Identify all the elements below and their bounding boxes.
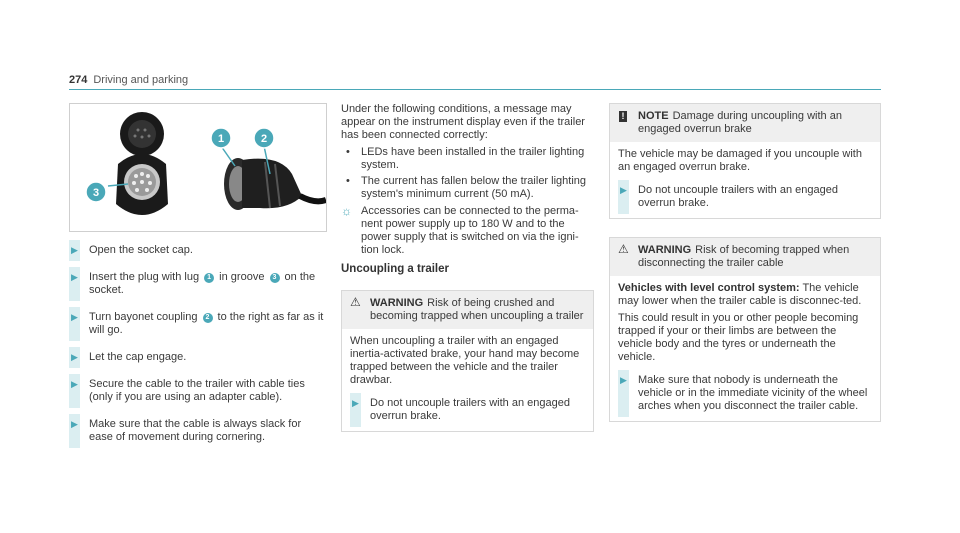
warning-step: ▶ Do not uncouple trailers with an engaged overrun brake. bbox=[350, 397, 585, 423]
step-open-socket-cap: ▶ Open the socket cap. bbox=[69, 244, 327, 257]
warning-label: WARNING bbox=[370, 297, 424, 309]
step-arrow-icon: ▶ bbox=[71, 272, 78, 282]
column-left bbox=[69, 103, 327, 444]
exclamation-icon: ! bbox=[619, 111, 627, 122]
warning-body: When uncoupling a trailer with an engaged inertia-activated brake, your hand may become trapped between the vehicle and the trailer drawbar. ▶ Do not uncouple trailers with an engaged overrun brake. bbox=[342, 329, 593, 431]
figure-callout-3 bbox=[86, 182, 106, 202]
step-arrow-icon: ▶ bbox=[71, 379, 78, 389]
warning-subhead: Vehicles with level control system: bbox=[618, 282, 800, 294]
note-step: ▶ Do not uncouple trailers with an engaged overrun brake. bbox=[618, 184, 872, 210]
warning-body: Vehicles with level control system: The vehicle may lower when the trailer cable is disconnec-ted. This could result in you or other people becoming trapped if your or their limbs are between the vehicle body and the tyres or underneath the vehicle. ▶ Make sure that nobody is underneath the vehicle or in the immediate vicinity of the wheel arches when you disconnect the trailer cable. bbox=[610, 276, 880, 421]
step-arrow-icon: ▶ bbox=[352, 398, 359, 408]
plug-coupling-shape bbox=[242, 159, 302, 209]
svg-text:2: 2 bbox=[260, 133, 268, 145]
conditions-intro: Under the following conditions, a message may appear on the instrument display even if the trailer has been connected correctly: bbox=[341, 103, 585, 141]
callout-badge: 3 bbox=[270, 273, 280, 283]
column-middle bbox=[341, 103, 594, 432]
accessories-tip: ☼ Accessories can be connected to the perma-nent power supply up to 180 W and to the power supply that is switched on via the igni-tion lock. bbox=[341, 204, 579, 256]
note-header bbox=[610, 104, 880, 142]
warning-step: ▶ Make sure that nobody is underneath the vehicle or in the immediate vicinity of the wheel arches when you disconnect the trailer cable. bbox=[618, 374, 872, 413]
conditions-list bbox=[341, 146, 594, 201]
list-item: • The current has fallen below the trailer lighting system's minimum current (50 mA). bbox=[341, 175, 594, 201]
warning-header bbox=[610, 238, 880, 276]
step-turn-bayonet: ▶ Turn bayonet coupling 2 to the right as far as it will go. bbox=[69, 311, 327, 337]
warning-title: Risk of becoming trapped when disconnecting the trailer cable bbox=[638, 244, 850, 269]
header-rule bbox=[69, 89, 881, 90]
figure-callout-2 bbox=[254, 128, 274, 148]
step-secure-cable: ▶ Secure the cable to the trailer with cable ties (only if you are using an adapter cable). bbox=[69, 378, 327, 404]
note-label: NOTE bbox=[638, 110, 669, 122]
step-cable-slack: ▶ Make sure that the cable is always slack for ease of movement during cornering. bbox=[69, 418, 327, 444]
step-arrow-icon: ▶ bbox=[71, 245, 78, 255]
step-arrow-icon: ▶ bbox=[620, 375, 627, 385]
section-heading-uncoupling: Uncoupling a trailer bbox=[341, 263, 449, 275]
trailer-socket-illustration bbox=[70, 104, 326, 231]
warning-label: WARNING bbox=[638, 244, 692, 256]
note-body: The vehicle may be damaged if you uncouple with an engaged overrun brake. ▶ Do not uncouple trailers with an engaged overrun brake. bbox=[610, 142, 880, 218]
socket-cap-inner bbox=[128, 120, 156, 148]
step-arrow-icon: ▶ bbox=[71, 419, 78, 429]
svg-text:3: 3 bbox=[92, 187, 100, 199]
cable-shape bbox=[300, 196, 326, 201]
note-title: Damage during uncoupling with an engaged overrun brake bbox=[638, 110, 842, 135]
figure-callout-1 bbox=[211, 128, 231, 148]
tip-lightbulb-icon: ☼ bbox=[341, 204, 352, 218]
column-right bbox=[609, 103, 881, 422]
callout-badge: 2 bbox=[203, 313, 213, 323]
callout-badge: 1 bbox=[204, 273, 214, 283]
warning-triangle-icon: ⚠ bbox=[350, 295, 361, 309]
warning-header bbox=[342, 291, 593, 329]
page-number: 274 bbox=[69, 74, 88, 86]
step-arrow-icon: ▶ bbox=[620, 185, 627, 195]
warning-box-trapped bbox=[609, 237, 881, 422]
step-insert-plug: ▶ Insert the plug with lug 1 in groove 3 on the socket. bbox=[69, 271, 327, 297]
warning-triangle-icon: ⚠ bbox=[618, 242, 629, 256]
page-header bbox=[69, 74, 188, 87]
svg-text:1: 1 bbox=[217, 133, 225, 145]
section-title: Driving and parking bbox=[93, 74, 189, 86]
trailer-socket-figure bbox=[69, 103, 327, 232]
note-box-damage bbox=[609, 103, 881, 219]
step-arrow-icon: ▶ bbox=[71, 312, 78, 322]
step-cap-engage: ▶ Let the cap engage. bbox=[69, 351, 327, 364]
warning-title: Risk of being crushed and becoming trapped when uncoupling a trailer bbox=[370, 297, 584, 322]
list-item: • LEDs have been installed in the trailer lighting system. bbox=[341, 146, 594, 172]
step-arrow-icon: ▶ bbox=[71, 352, 78, 362]
warning-box-crushed bbox=[341, 290, 594, 432]
